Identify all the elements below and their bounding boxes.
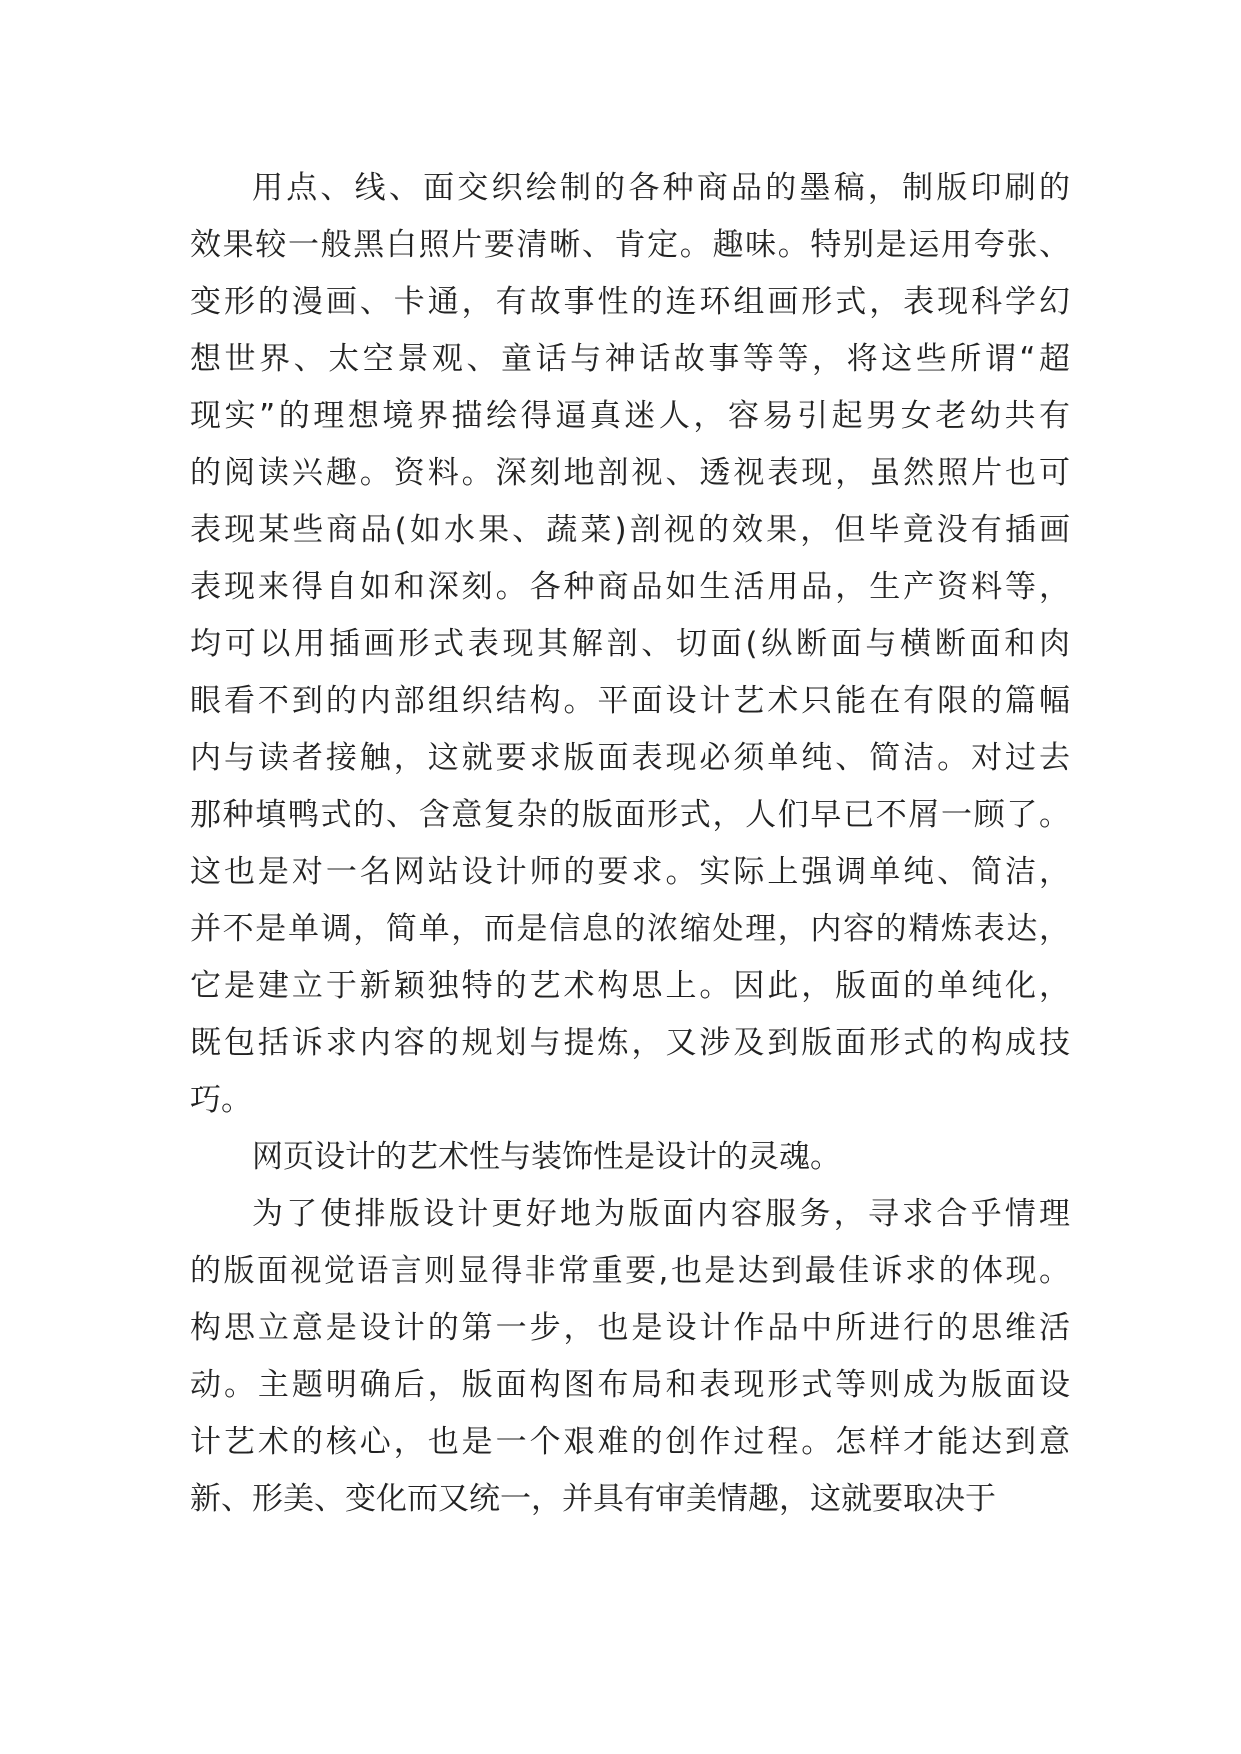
text-line: 变形的漫画、卡通，有故事性的连环组画形式，表现科学幻	[190, 284, 1070, 320]
text-line: 为了使排版设计更好地为版面内容服务，寻求合乎情理	[252, 1196, 1070, 1232]
text-line: 并不是单调，简单，而是信息的浓缩处理，内容的精炼表达，	[190, 911, 1070, 947]
text-line: 眼看不到的内部组织结构。平面设计艺术只能在有限的篇幅	[190, 683, 1070, 719]
text-line: 现实”的理想境界描绘得逼真迷人，容易引起男女老幼共有	[190, 398, 1070, 434]
text-line: 动。主题明确后，版面构图布局和表现形式等则成为版面设	[190, 1367, 1070, 1403]
paragraph	[190, 160, 1070, 1129]
text-line: 的阅读兴趣。资料。深刻地剖视、透视表现，虽然照片也可	[190, 455, 1070, 491]
text-line: 它是建立于新颖独特的艺术构思上。因此，版面的单纯化，	[190, 968, 1070, 1004]
paragraph	[190, 1186, 1070, 1528]
paragraph	[190, 1129, 1070, 1186]
text-line: 想世界、太空景观、童话与神话故事等等，将这些所谓“超	[190, 341, 1070, 377]
text-line: 构思立意是设计的第一步，也是设计作品中所进行的思维活	[190, 1310, 1070, 1346]
text-line: 表现来得自如和深刻。各种商品如生活用品，生产资料等，	[190, 569, 1070, 605]
text-line: 这也是对一名网站设计师的要求。实际上强调单纯、简洁，	[190, 854, 1070, 890]
text-line: 既包括诉求内容的规划与提炼，又涉及到版面形式的构成技	[190, 1025, 1070, 1061]
text-line: 巧。	[190, 1082, 252, 1118]
text-line: 表现某些商品(如水果、蔬菜)剖视的效果，但毕竟没有插画	[190, 512, 1070, 548]
text-line: 均可以用插画形式表现其解剖、切面(纵断面与横断面和肉	[190, 626, 1070, 662]
text-line: 的版面视觉语言则显得非常重要,也是达到最佳诉求的体现。	[190, 1253, 1070, 1289]
text-line: 效果较一般黑白照片要清晰、肯定。趣味。特别是运用夸张、	[190, 227, 1070, 263]
body-text	[190, 160, 1070, 1528]
text-line: 新、形美、变化而又统一，并具有审美情趣，这就要取决于	[190, 1481, 996, 1517]
text-line: 那种填鸭式的、含意复杂的版面形式，人们早已不屑一顾了。	[190, 797, 1070, 833]
text-line: 计艺术的核心，也是一个艰难的创作过程。怎样才能达到意	[190, 1424, 1070, 1460]
text-line: 内与读者接触，这就要求版面表现必须单纯、简洁。对过去	[190, 740, 1070, 776]
text-line: 网页设计的艺术性与装饰性是设计的灵魂。	[252, 1139, 841, 1175]
text-line: 用点、线、面交织绘制的各种商品的墨稿，制版印刷的	[252, 170, 1070, 206]
